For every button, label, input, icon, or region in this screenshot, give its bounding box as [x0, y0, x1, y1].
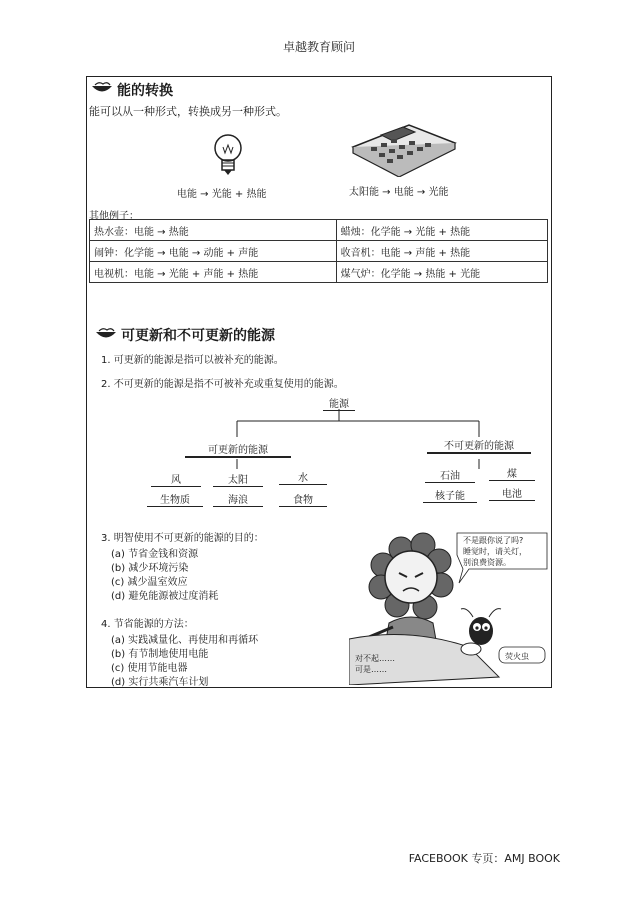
example-cell: 蜡烛：化学能 → 光能 + 热能	[336, 220, 547, 241]
section-title-energy-conversion: 能的转换	[117, 83, 173, 99]
tree-item-waves: 海浪	[213, 491, 263, 507]
point-4-item-b: (b) 有节制地使用电能	[111, 649, 209, 660]
table-row	[90, 241, 548, 262]
example-cell: 收音机：电能 → 声能 + 热能	[336, 241, 547, 262]
tree-root: 能源	[323, 395, 355, 411]
point-3-item-c: (c) 减少温室效应	[111, 577, 188, 588]
calculator-caption: 太阳能 → 电能 → 光能	[349, 187, 449, 198]
tree-item-biomass: 生物质	[147, 491, 203, 507]
point-4-item-d: (d) 实行共乘汽车计划	[111, 677, 209, 688]
other-examples-label: 其他例子：	[89, 211, 139, 222]
tree-item-water: 水	[279, 469, 327, 485]
bubble-line: 可是……	[355, 665, 387, 674]
example-cell: 闹钟：化学能 → 电能 → 动能 + 声能	[90, 241, 337, 262]
example-cell: 煤气炉：化学能 → 热能 + 光能	[336, 262, 547, 283]
table-row	[90, 262, 548, 283]
footer-text: FACEBOOK 专页：AMJ BOOK	[408, 852, 560, 865]
point-4-item-a: (a) 实践减量化、再使用和再循环	[111, 635, 259, 646]
light-bulb-icon	[211, 133, 245, 179]
point-4-item-c: (c) 使用节能电器	[111, 663, 188, 674]
point-3-item-b: (b) 减少环境污染	[111, 563, 189, 574]
point-3-item-a: (a) 节省金钱和资源	[111, 549, 199, 560]
intro-text: 能可以从一种形式，转换成另一种形式。	[89, 105, 287, 118]
bubble-line: 不是跟你说了吗?	[463, 536, 524, 545]
point-2-text: 2. 不可更新的能源是指不可被补充或重复使用的能源。	[101, 379, 344, 390]
tree-item-food: 食物	[279, 491, 327, 507]
example-cell: 热水壶：电能 → 热能	[90, 220, 337, 241]
bubble-line: 睡觉时，请关灯，	[463, 547, 527, 556]
tree-item-oil: 石油	[425, 467, 475, 483]
example-cell: 电视机：电能 → 光能 + 声能 + 热能	[90, 262, 337, 283]
page-header-title: 卓越教育顾问	[282, 40, 355, 54]
table-row	[90, 220, 548, 241]
bowl-icon	[91, 81, 113, 95]
examples-table	[89, 219, 548, 283]
point-1-text: 1. 可更新的能源是指可以被补充的能源。	[101, 355, 284, 366]
firefly-label: 荧火虫	[505, 652, 529, 661]
tree-nonrenewable: 不可更新的能源	[427, 437, 531, 454]
tree-item-nuclear: 核子能	[423, 487, 477, 503]
tree-item-wind: 风	[151, 471, 201, 487]
calculator-icon	[349, 121, 459, 177]
point-3-item-d: (d) 避免能源被过度消耗	[111, 591, 219, 602]
bubble-line: 别浪费资源。	[463, 558, 511, 567]
speech-bubble-bottom	[355, 653, 395, 675]
bubble-line: 对不起……	[355, 654, 395, 663]
bowl-icon	[95, 327, 117, 341]
tree-renewable: 可更新的能源	[185, 441, 291, 458]
tree-item-coal: 煤	[489, 465, 535, 481]
tree-item-sun: 太阳	[213, 471, 263, 487]
tree-item-battery: 电池	[489, 485, 535, 501]
worksheet-frame	[86, 76, 552, 688]
section-title-energy-sources: 可更新和不可更新的能源	[121, 328, 275, 344]
speech-bubble-top	[463, 535, 547, 568]
bulb-caption: 电能 → 光能 + 热能	[177, 189, 267, 200]
point-3-title: 3. 明智使用不可更新的能源的目的：	[101, 533, 264, 544]
point-4-title: 4. 节省能源的方法：	[101, 619, 194, 630]
